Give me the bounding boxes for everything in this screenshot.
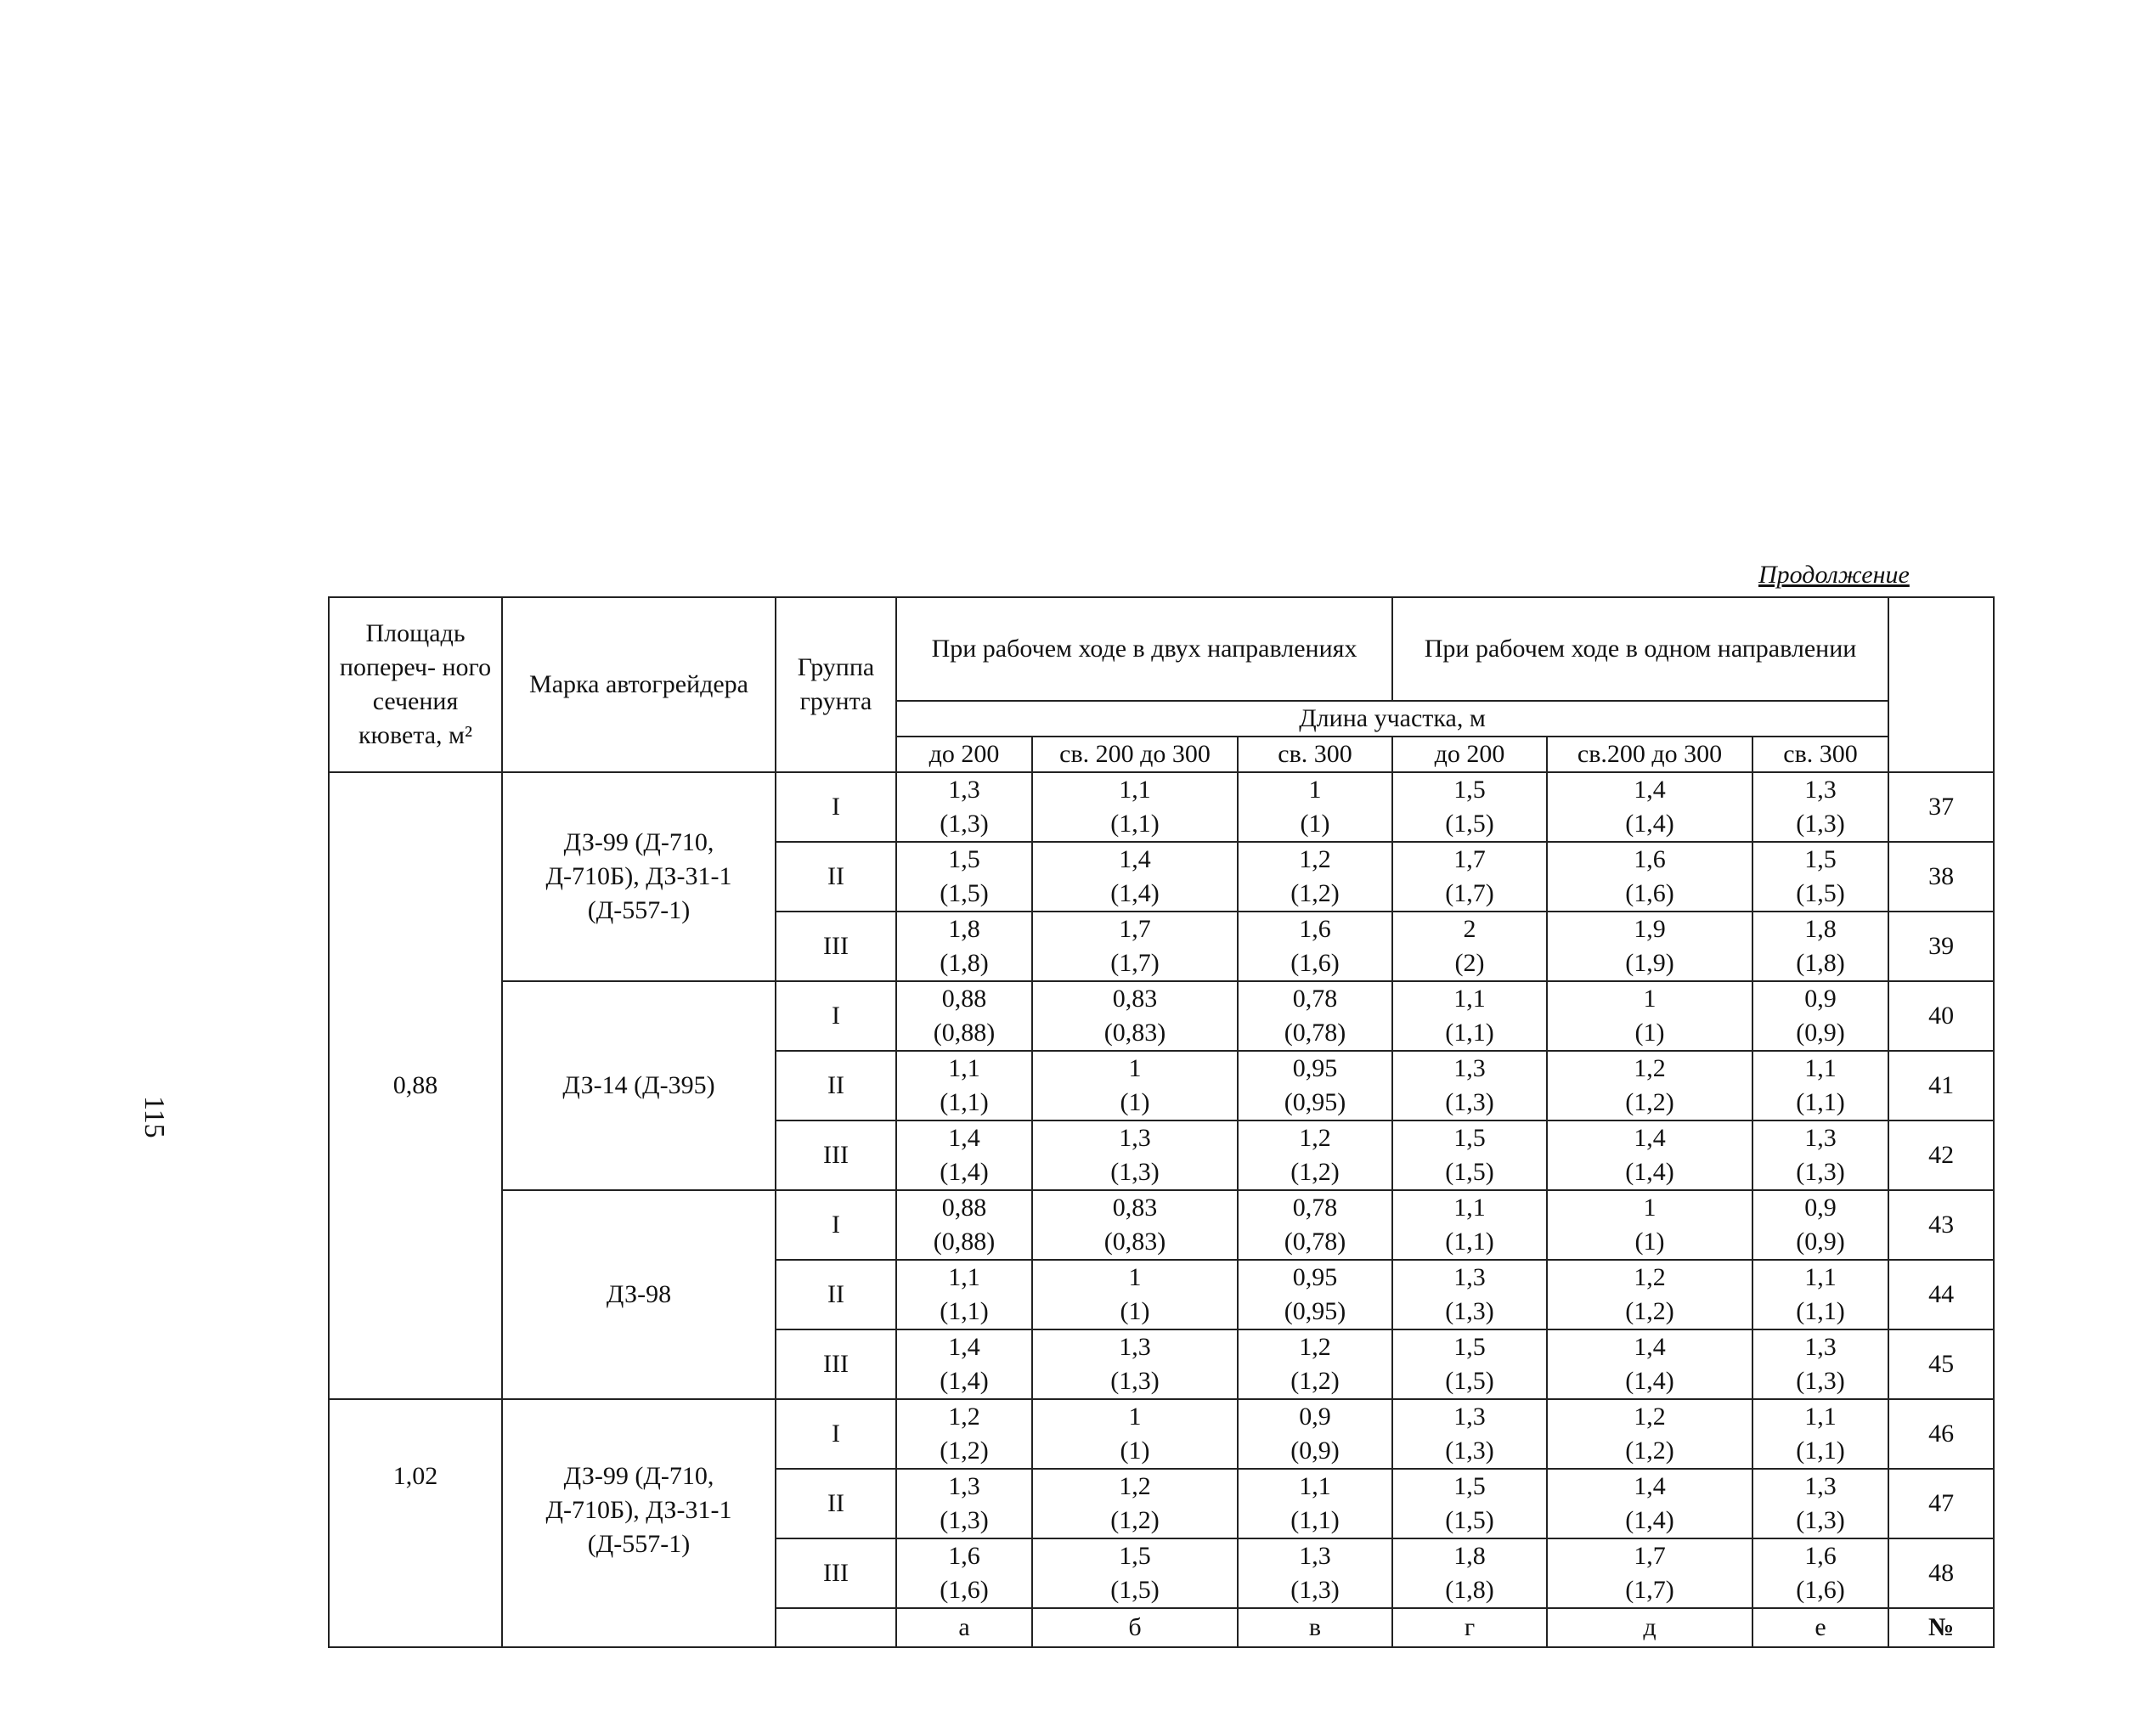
value-paren: (1,6)	[1796, 1576, 1845, 1604]
row-number-cell: 48	[1888, 1538, 1994, 1608]
value-main: 1,2	[1299, 1333, 1331, 1361]
value-cell	[1392, 1260, 1547, 1329]
value-main: 1,7	[1634, 1542, 1666, 1570]
header-col: св. 300	[1238, 737, 1392, 772]
value-cell	[1547, 1190, 1752, 1260]
value-main: 0,88	[941, 1194, 987, 1222]
value-main: 1,1	[1299, 1472, 1331, 1500]
value-cell	[1238, 1120, 1392, 1190]
value-cell	[1392, 912, 1547, 981]
value-cell	[1032, 1538, 1238, 1608]
value-cell	[896, 1051, 1032, 1120]
value-cell	[1032, 1190, 1238, 1260]
row-number-cell: 40	[1888, 981, 1994, 1051]
value-main: 1,4	[948, 1124, 980, 1152]
value-paren: (1,2)	[1625, 1088, 1674, 1116]
value-paren: (0,9)	[1290, 1437, 1340, 1465]
value-paren: (1,1)	[1796, 1088, 1845, 1116]
header-one-direction: При рабочем ходе в одном направлении	[1392, 597, 1888, 701]
header-two-directions: При рабочем ходе в двух направлениях	[896, 597, 1392, 701]
value-cell	[896, 981, 1032, 1051]
value-main: 1,5	[1119, 1542, 1151, 1570]
footer-number-sign: №	[1888, 1608, 1994, 1647]
value-paren: (0,9)	[1796, 1019, 1845, 1047]
header-col: св. 300	[1752, 737, 1888, 772]
header-area: Площадь попереч- ного сечения кювета, м²	[329, 597, 502, 772]
footer-letter-cell: в	[1238, 1608, 1392, 1647]
value-paren: (1,2)	[1110, 1506, 1160, 1534]
value-main: 1,7	[1453, 845, 1486, 873]
value-cell	[1238, 1260, 1392, 1329]
value-cell	[1032, 1260, 1238, 1329]
value-paren: (1,4)	[1625, 1158, 1674, 1186]
footer-letter-cell: а	[896, 1608, 1032, 1647]
grader-cell: ДЗ-98	[502, 1190, 776, 1399]
header-col: до 200	[1392, 737, 1547, 772]
header-number-blank	[1888, 597, 1994, 772]
value-cell	[1392, 1399, 1547, 1469]
value-main: 1,1	[1453, 985, 1486, 1013]
value-main: 1,8	[1804, 915, 1837, 943]
value-cell	[1032, 1051, 1238, 1120]
header-col: св.200 до 300	[1547, 737, 1752, 772]
value-paren: (1,3)	[1445, 1088, 1494, 1116]
footer-blank-cell	[776, 1608, 896, 1647]
value-cell	[1547, 1538, 1752, 1608]
soil-group-cell: II	[776, 1260, 896, 1329]
value-main: 0,9	[1804, 985, 1837, 1013]
value-paren: (1)	[1120, 1088, 1150, 1116]
value-main: 2	[1463, 915, 1476, 943]
value-cell	[1238, 842, 1392, 912]
area-cell: 1,02	[329, 1399, 502, 1647]
value-paren: (1,3)	[1445, 1297, 1494, 1325]
value-paren: (0,78)	[1284, 1228, 1346, 1256]
value-cell	[1392, 842, 1547, 912]
value-paren: (1,7)	[1445, 879, 1494, 907]
value-cell	[1032, 981, 1238, 1051]
value-main: 1,3	[1119, 1333, 1151, 1361]
value-paren: (1,2)	[1625, 1297, 1674, 1325]
value-paren: (1,2)	[1290, 1367, 1340, 1395]
table-row	[329, 772, 1994, 842]
value-paren: (1,1)	[1796, 1437, 1845, 1465]
value-cell	[1238, 1538, 1392, 1608]
value-paren: (1,3)	[1796, 1506, 1845, 1534]
soil-group-cell: I	[776, 1190, 896, 1260]
value-paren: (1,3)	[1290, 1576, 1340, 1604]
value-main: 1,2	[948, 1403, 980, 1431]
value-main: 1	[1643, 1194, 1657, 1222]
soil-group-cell: III	[776, 1120, 896, 1190]
value-main: 1,8	[948, 915, 980, 943]
grader-cell: ДЗ-99 (Д-710, Д-710Б), ДЗ-31-1 (Д-557-1)	[502, 1399, 776, 1647]
value-main: 1,6	[1804, 1542, 1837, 1570]
value-cell	[1032, 912, 1238, 981]
value-paren: (1,3)	[1796, 1158, 1845, 1186]
value-paren: (1,1)	[940, 1088, 989, 1116]
row-number-cell: 43	[1888, 1190, 1994, 1260]
value-cell	[1392, 1538, 1547, 1608]
value-cell	[1392, 1329, 1547, 1399]
value-main: 1,1	[948, 1054, 980, 1082]
value-paren: (1,7)	[1110, 949, 1160, 977]
value-cell	[1392, 1120, 1547, 1190]
soil-group-cell: III	[776, 912, 896, 981]
value-main: 1,2	[1634, 1054, 1666, 1082]
value-main: 1,6	[1634, 845, 1666, 873]
value-paren: (1,1)	[1445, 1019, 1494, 1047]
value-main: 0,78	[1292, 985, 1338, 1013]
header-grader: Марка автогрейдера	[502, 597, 776, 772]
value-main: 0,95	[1292, 1263, 1338, 1291]
value-cell	[1238, 1190, 1392, 1260]
value-main: 0,88	[941, 985, 987, 1013]
value-cell	[1238, 1469, 1392, 1538]
value-main: 1,2	[1119, 1472, 1151, 1500]
value-main: 1,3	[1804, 776, 1837, 804]
soil-group-cell: II	[776, 1051, 896, 1120]
value-paren: (1)	[1120, 1297, 1150, 1325]
value-main: 1,3	[1119, 1124, 1151, 1152]
value-cell	[1547, 772, 1752, 842]
value-cell	[1547, 1469, 1752, 1538]
value-cell	[1392, 981, 1547, 1051]
value-main: 1,1	[1804, 1054, 1837, 1082]
value-cell	[1238, 1051, 1392, 1120]
value-paren: (1,5)	[1110, 1576, 1160, 1604]
value-main: 0,9	[1299, 1403, 1331, 1431]
value-cell	[1752, 912, 1888, 981]
footer-letter-cell: д	[1547, 1608, 1752, 1647]
value-paren: (0,83)	[1103, 1019, 1166, 1047]
footer-letter-cell: г	[1392, 1608, 1547, 1647]
value-cell	[1032, 1399, 1238, 1469]
table-row	[329, 981, 1994, 1051]
value-cell	[896, 912, 1032, 981]
value-cell	[896, 772, 1032, 842]
value-main: 1,2	[1634, 1263, 1666, 1291]
header-col: до 200	[896, 737, 1032, 772]
value-cell	[1752, 1190, 1888, 1260]
row-number-cell: 47	[1888, 1469, 1994, 1538]
value-paren: (1,3)	[1110, 1367, 1160, 1395]
value-paren: (1,4)	[940, 1158, 989, 1186]
value-paren: (0,95)	[1284, 1088, 1346, 1116]
value-cell	[1752, 1538, 1888, 1608]
value-main: 1,9	[1634, 915, 1666, 943]
value-paren: (1,8)	[1445, 1576, 1494, 1604]
value-cell	[1752, 1329, 1888, 1399]
value-cell	[896, 1469, 1032, 1538]
value-cell	[1392, 1469, 1547, 1538]
value-cell	[1752, 1469, 1888, 1538]
value-main: 1,5	[948, 845, 980, 873]
value-paren: (1,6)	[1290, 949, 1340, 977]
table-row	[329, 1399, 1994, 1469]
value-paren: (0,88)	[933, 1019, 996, 1047]
row-number-cell: 45	[1888, 1329, 1994, 1399]
value-paren: (1,4)	[1625, 1506, 1674, 1534]
value-main: 1	[1308, 776, 1322, 804]
value-main: 1,5	[1804, 845, 1837, 873]
value-cell	[1032, 842, 1238, 912]
value-paren: (0,95)	[1284, 1297, 1346, 1325]
area-cell: 0,88	[329, 772, 502, 1399]
value-paren: (1,8)	[1796, 949, 1845, 977]
norms-table	[328, 596, 1995, 1648]
header-section-length: Длина участка, м	[896, 701, 1888, 737]
value-main: 1,7	[1119, 915, 1151, 943]
value-paren: (1,4)	[1625, 1367, 1674, 1395]
value-cell	[896, 1399, 1032, 1469]
value-main: 1,3	[1453, 1054, 1486, 1082]
value-main: 1,5	[1453, 1124, 1486, 1152]
soil-group-cell: II	[776, 1469, 896, 1538]
header-col: св. 200 до 300	[1032, 737, 1238, 772]
value-main: 1	[1643, 985, 1657, 1013]
value-cell	[1547, 1120, 1752, 1190]
value-main: 1,3	[948, 776, 980, 804]
value-main: 1	[1128, 1054, 1142, 1082]
soil-group-cell: I	[776, 981, 896, 1051]
value-cell	[1032, 1469, 1238, 1538]
value-paren: (1,1)	[1290, 1506, 1340, 1534]
value-main: 1,3	[1804, 1472, 1837, 1500]
value-cell	[896, 1329, 1032, 1399]
value-main: 1,4	[1634, 1124, 1666, 1152]
value-paren: (1,1)	[1445, 1228, 1494, 1256]
value-cell	[1032, 1329, 1238, 1399]
value-paren: (1,2)	[940, 1437, 989, 1465]
value-main: 1,4	[1634, 1333, 1666, 1361]
value-paren: (1,1)	[1796, 1297, 1845, 1325]
header-soil-group: Группа грунта	[776, 597, 896, 772]
value-main: 0,9	[1804, 1194, 1837, 1222]
value-cell	[1547, 1260, 1752, 1329]
value-main: 1,1	[1804, 1263, 1837, 1291]
value-main: 1,5	[1453, 776, 1486, 804]
row-number-cell: 38	[1888, 842, 1994, 912]
footer-letter-cell: е	[1752, 1608, 1888, 1647]
value-paren: (1)	[1634, 1228, 1665, 1256]
table-row	[329, 1190, 1994, 1260]
value-main: 0,83	[1112, 985, 1158, 1013]
value-cell	[1547, 912, 1752, 981]
value-paren: (1,2)	[1290, 1158, 1340, 1186]
value-paren: (1,3)	[1445, 1437, 1494, 1465]
value-paren: (1,2)	[1625, 1437, 1674, 1465]
value-main: 1,3	[1299, 1542, 1331, 1570]
value-paren: (1,7)	[1625, 1576, 1674, 1604]
value-cell	[1238, 912, 1392, 981]
value-cell	[1032, 1120, 1238, 1190]
soil-group-cell: II	[776, 842, 896, 912]
value-main: 1,4	[1634, 776, 1666, 804]
value-main: 0,95	[1292, 1054, 1338, 1082]
value-main: 1,1	[1453, 1194, 1486, 1222]
value-cell	[1238, 772, 1392, 842]
value-cell	[1752, 981, 1888, 1051]
value-cell	[1392, 1190, 1547, 1260]
soil-group-cell: III	[776, 1329, 896, 1399]
value-main: 1,8	[1453, 1542, 1486, 1570]
value-cell	[1392, 772, 1547, 842]
value-main: 1,5	[1453, 1472, 1486, 1500]
row-number-cell: 42	[1888, 1120, 1994, 1190]
soil-group-cell: III	[776, 1538, 896, 1608]
value-main: 1,5	[1453, 1333, 1486, 1361]
row-number-cell: 39	[1888, 912, 1994, 981]
value-paren: (1,5)	[940, 879, 989, 907]
footer-letter-cell: б	[1032, 1608, 1238, 1647]
value-cell	[1752, 772, 1888, 842]
grader-cell: ДЗ-99 (Д-710, Д-710Б), ДЗ-31-1 (Д-557-1)	[502, 772, 776, 981]
value-cell	[1752, 842, 1888, 912]
value-cell	[1547, 981, 1752, 1051]
value-paren: (1,6)	[940, 1576, 989, 1604]
grader-cell: ДЗ-14 (Д-395)	[502, 981, 776, 1190]
value-paren: (1,4)	[940, 1367, 989, 1395]
value-main: 1,1	[1804, 1403, 1837, 1431]
value-paren: (1,3)	[1796, 810, 1845, 838]
value-paren: (1,5)	[1445, 810, 1494, 838]
value-paren: (2)	[1454, 949, 1485, 977]
value-cell	[896, 1260, 1032, 1329]
value-main: 1,3	[1453, 1403, 1486, 1431]
value-main: 1,1	[1119, 776, 1151, 804]
value-main: 0,83	[1112, 1194, 1158, 1222]
value-cell	[1032, 772, 1238, 842]
value-paren: (1,5)	[1445, 1367, 1494, 1395]
row-number-cell: 44	[1888, 1260, 1994, 1329]
value-paren: (1)	[1300, 810, 1330, 838]
value-cell	[1547, 1399, 1752, 1469]
value-cell	[1392, 1051, 1547, 1120]
value-paren: (1)	[1634, 1019, 1665, 1047]
value-cell	[896, 1538, 1032, 1608]
value-paren: (1,1)	[940, 1297, 989, 1325]
value-main: 1	[1128, 1403, 1142, 1431]
value-main: 1,2	[1299, 845, 1331, 873]
value-main: 1,2	[1634, 1403, 1666, 1431]
value-cell	[1752, 1260, 1888, 1329]
value-main: 1,6	[948, 1542, 980, 1570]
value-paren: (1)	[1120, 1437, 1150, 1465]
value-cell	[1752, 1399, 1888, 1469]
value-main: 1,6	[1299, 915, 1331, 943]
value-main: 1,1	[948, 1263, 980, 1291]
value-cell	[1547, 842, 1752, 912]
value-paren: (1,3)	[940, 810, 989, 838]
value-paren: (1,3)	[1796, 1367, 1845, 1395]
soil-group-cell: I	[776, 772, 896, 842]
value-paren: (1,4)	[1110, 879, 1160, 907]
value-paren: (0,83)	[1103, 1228, 1166, 1256]
value-paren: (1,1)	[1110, 810, 1160, 838]
value-main: 1,3	[1804, 1333, 1837, 1361]
value-paren: (1,8)	[940, 949, 989, 977]
value-cell	[1752, 1120, 1888, 1190]
row-number-cell: 37	[1888, 772, 1994, 842]
value-paren: (1,3)	[940, 1506, 989, 1534]
value-cell	[896, 1190, 1032, 1260]
value-main: 1,4	[1119, 845, 1151, 873]
value-cell	[896, 842, 1032, 912]
value-paren: (0,88)	[933, 1228, 996, 1256]
value-cell	[1752, 1051, 1888, 1120]
value-main: 1,4	[1634, 1472, 1666, 1500]
value-cell	[1238, 1399, 1392, 1469]
value-main: 1,3	[1804, 1124, 1837, 1152]
page-number: 115	[138, 1096, 170, 1138]
value-main: 1,3	[1453, 1263, 1486, 1291]
soil-group-cell: I	[776, 1399, 896, 1469]
value-paren: (1,2)	[1290, 879, 1340, 907]
value-cell	[1547, 1051, 1752, 1120]
value-cell	[1238, 1329, 1392, 1399]
continuation-label: Продолжение	[1758, 561, 1910, 589]
value-cell	[1238, 981, 1392, 1051]
value-main: 0,78	[1292, 1194, 1338, 1222]
value-paren: (1,5)	[1445, 1506, 1494, 1534]
row-number-cell: 46	[1888, 1399, 1994, 1469]
value-paren: (0,78)	[1284, 1019, 1346, 1047]
row-number-cell: 41	[1888, 1051, 1994, 1120]
value-paren: (1,5)	[1445, 1158, 1494, 1186]
value-paren: (1,9)	[1625, 949, 1674, 977]
value-main: 1,2	[1299, 1124, 1331, 1152]
value-paren: (1,5)	[1796, 879, 1845, 907]
value-cell	[896, 1120, 1032, 1190]
value-paren: (0,9)	[1796, 1228, 1845, 1256]
value-paren: (1,3)	[1110, 1158, 1160, 1186]
value-cell	[1547, 1329, 1752, 1399]
value-main: 1	[1128, 1263, 1142, 1291]
value-main: 1,4	[948, 1333, 980, 1361]
value-paren: (1,6)	[1625, 879, 1674, 907]
value-main: 1,3	[948, 1472, 980, 1500]
value-paren: (1,4)	[1625, 810, 1674, 838]
